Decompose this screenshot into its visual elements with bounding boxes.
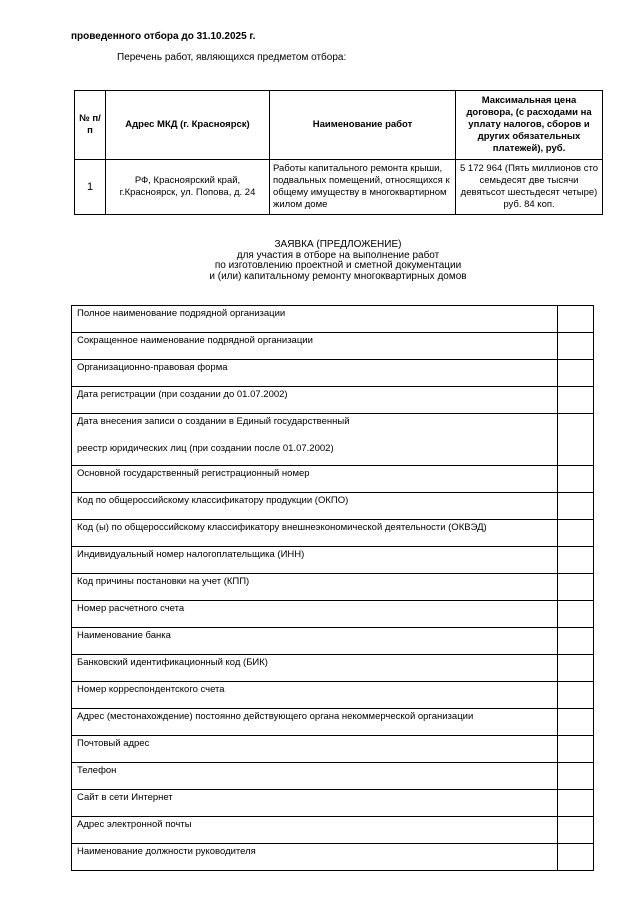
application-title-block	[74, 240, 602, 282]
form-value-field[interactable]	[558, 466, 594, 493]
form-value-field[interactable]	[558, 601, 594, 628]
works-table-header	[75, 91, 603, 160]
application-subtitle-line-1: для участия в отборе на выполнение работ	[236, 249, 440, 261]
form-value-field[interactable]	[558, 655, 594, 682]
row-work-name: Работы капитального ремонта крыши, подвальных помещений, относящихся к общему имуществу в многоквартирном жилом доме	[270, 160, 456, 215]
form-row-organization-address	[72, 709, 594, 736]
row-number: 1	[75, 160, 106, 215]
works-list-intro: Перечень работ, являющихся предметом отбора:	[117, 52, 347, 63]
form-row-registration-date	[72, 387, 594, 414]
form-label: Номер корреспондентского счета	[72, 682, 558, 709]
form-label: Сокращенное наименование подрядной организации	[72, 333, 558, 360]
form-value-field[interactable]	[558, 360, 594, 387]
form-label: Адрес электронной почты	[72, 817, 558, 844]
form-label: Индивидуальный номер налогоплательщика (ИНН)	[72, 547, 558, 574]
form-value-field[interactable]	[558, 414, 594, 466]
form-label: Полное наименование подрядной организации	[72, 306, 558, 333]
form-row-postal-address	[72, 736, 594, 763]
form-value-field[interactable]	[558, 682, 594, 709]
form-row-account-number	[72, 601, 594, 628]
form-row-email	[72, 817, 594, 844]
form-row-short-name	[72, 333, 594, 360]
form-label: Дата регистрации (при создании до 01.07.2002)	[72, 387, 558, 414]
form-value-field[interactable]	[558, 306, 594, 333]
form-value-field[interactable]	[558, 709, 594, 736]
form-row-register-entry-date	[72, 414, 594, 466]
form-value-field[interactable]	[558, 493, 594, 520]
form-row-phone	[72, 763, 594, 790]
application-form-table	[71, 305, 594, 871]
table-row	[75, 160, 603, 215]
form-row-kpp	[72, 574, 594, 601]
form-value-field[interactable]	[558, 547, 594, 574]
form-label-line-1: Дата внесения записи о создании в Единый государственный	[77, 416, 350, 427]
selection-deadline-heading: проведенного отбора до 31.10.2025 г.	[71, 31, 256, 42]
form-value-field[interactable]	[558, 333, 594, 360]
form-label: Наименование должности руководителя	[72, 844, 558, 871]
form-label: Код причины постановки на учет (КПП)	[72, 574, 558, 601]
form-row-inn	[72, 547, 594, 574]
form-label: Номер расчетного счета	[72, 601, 558, 628]
column-header-number: № п/п	[75, 91, 106, 160]
form-value-field[interactable]	[558, 574, 594, 601]
form-value-field[interactable]	[558, 628, 594, 655]
form-label: Адрес (местонахождение) постоянно действующего органа некоммерческой организации	[72, 709, 558, 736]
form-label: Банковский идентификационный код (БИК)	[72, 655, 558, 682]
application-subtitle-line-2: по изготовлению проектной и сметной документации	[214, 260, 462, 271]
form-label: Телефон	[72, 763, 558, 790]
form-label: Наименование банка	[72, 628, 558, 655]
form-row-ogrn	[72, 466, 594, 493]
application-subtitle-line-3: и (или) капитальному ремонту многоквартирных домов	[209, 270, 467, 282]
row-max-price: 5 172 964 (Пять миллионов сто семьдесят две тысячи девятьсот шестьдесят четыре) руб. 84 коп.	[456, 160, 603, 215]
column-header-work-name: Наименование работ	[270, 91, 456, 160]
form-label-two-line	[72, 414, 558, 466]
form-label-line-2: реестр юридических лиц (при создании после 01.07.2002)	[77, 443, 334, 454]
form-label: Код (ы) по общероссийскому классификатору внешнеэкономической деятельности (ОКВЭД)	[72, 520, 558, 547]
form-label: Код по общероссийскому классификатору продукции (ОКПО)	[72, 493, 558, 520]
form-value-field[interactable]	[558, 736, 594, 763]
form-label: Организационно-правовая форма	[72, 360, 558, 387]
column-header-max-price: Максимальная цена договора, (с расходами на уплату налогов, сборов и других обязательных платежей), руб.	[456, 91, 603, 160]
form-value-field[interactable]	[558, 844, 594, 871]
column-header-address: Адрес МКД (г. Красноярск)	[106, 91, 270, 160]
form-row-bank-name	[72, 628, 594, 655]
form-label: Основной государственный регистрационный номер	[72, 466, 558, 493]
form-row-website	[72, 790, 594, 817]
row-address: РФ, Красноярский край, г.Красноярск, ул. Попова, д. 24	[106, 160, 270, 215]
form-value-field[interactable]	[558, 387, 594, 414]
form-value-field[interactable]	[558, 817, 594, 844]
form-row-legal-form	[72, 360, 594, 387]
form-row-okved	[72, 520, 594, 547]
works-table	[74, 90, 603, 215]
form-value-field[interactable]	[558, 520, 594, 547]
form-value-field[interactable]	[558, 790, 594, 817]
form-value-field[interactable]	[558, 763, 594, 790]
form-row-bik	[72, 655, 594, 682]
form-row-okpo	[72, 493, 594, 520]
application-title: ЗАЯВКА (ПРЕДЛОЖЕНИЕ)	[274, 239, 402, 250]
form-row-full-name	[72, 306, 594, 333]
form-label: Почтовый адрес	[72, 736, 558, 763]
form-row-correspondent-account	[72, 682, 594, 709]
form-label: Сайт в сети Интернет	[72, 790, 558, 817]
form-row-head-position	[72, 844, 594, 871]
